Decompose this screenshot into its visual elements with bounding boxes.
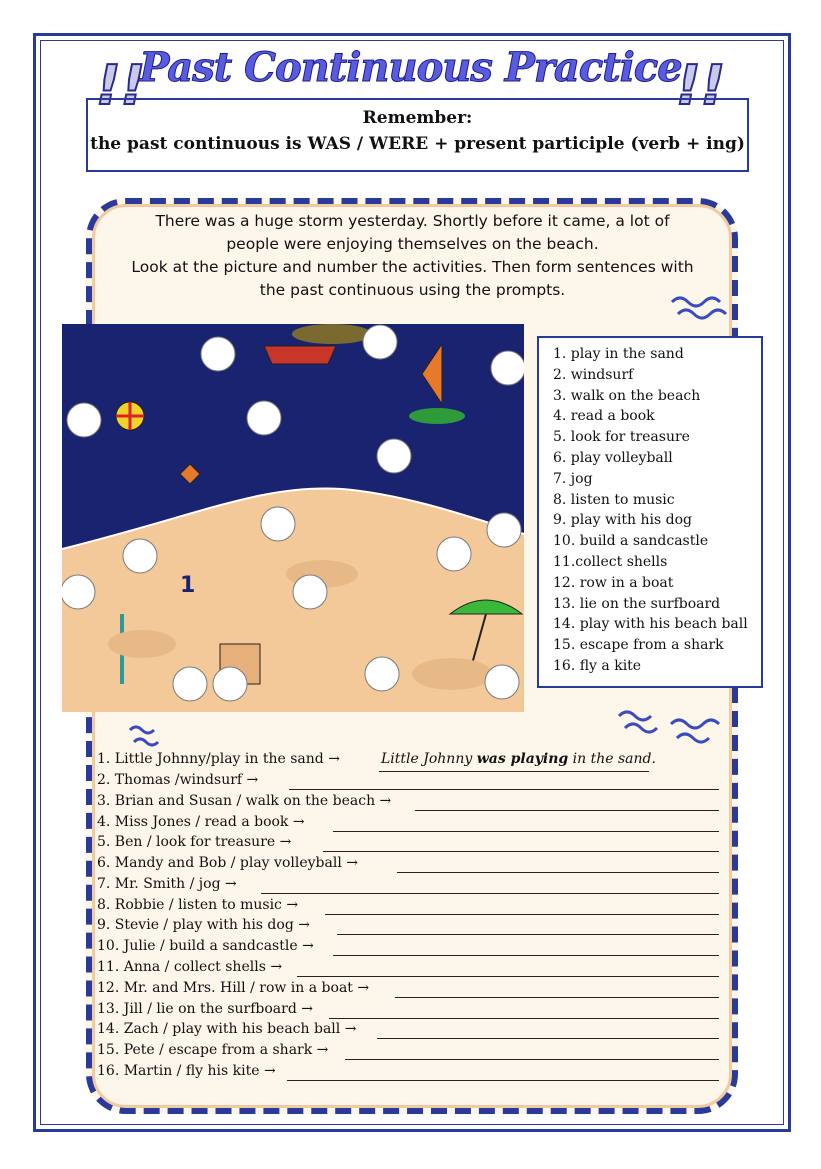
answer-line[interactable] xyxy=(323,851,719,852)
answer-line[interactable] xyxy=(337,934,719,935)
activity-item: 13. lie on the surfboard xyxy=(553,595,721,612)
activity-item: 12. row in a boat xyxy=(553,574,674,591)
answer-line[interactable] xyxy=(377,1038,719,1039)
activity-item: 7. jog xyxy=(553,470,593,487)
answer-line[interactable] xyxy=(333,831,719,832)
answer-line[interactable] xyxy=(345,1059,719,1060)
activities-list xyxy=(537,336,763,688)
exercise-prompt: 1. Little Johnny/play in the sand → xyxy=(97,751,340,767)
activity-item: 10. build a sandcastle xyxy=(553,533,709,550)
activity-item: 3. walk on the beach xyxy=(553,387,701,404)
wave-icon xyxy=(128,720,168,748)
answer-line[interactable] xyxy=(261,893,719,894)
example-answer-start: Little Johnny xyxy=(381,751,477,767)
answer-line[interactable] xyxy=(329,1018,719,1019)
beach-picture xyxy=(62,324,524,712)
activity-item: 14. play with his beach ball xyxy=(553,616,748,633)
example-underline xyxy=(379,771,649,772)
activity-item: 4. read a book xyxy=(553,408,655,425)
exercise-prompt: 3. Brian and Susan / walk on the beach → xyxy=(97,793,392,809)
activity-item: 15. escape from a shark xyxy=(553,637,724,654)
answer-line[interactable] xyxy=(415,810,719,811)
example-answer-end: in the sand. xyxy=(568,751,656,767)
remember-box xyxy=(86,98,749,172)
exercise-prompt: 16. Martin / fly his kite → xyxy=(97,1063,276,1079)
activity-item: 1. play in the sand xyxy=(553,346,684,362)
example-answer-verb: was playing xyxy=(476,751,569,767)
answer-line[interactable] xyxy=(333,955,719,956)
exercise-prompt: 5. Ben / look for treasure → xyxy=(97,834,292,850)
exclamation-left: !! xyxy=(96,54,146,117)
answer-line[interactable] xyxy=(395,997,719,998)
activity-item: 16. fly a kite xyxy=(553,657,642,674)
answer-line[interactable] xyxy=(289,789,719,790)
exercise-prompt: 12. Mr. and Mrs. Hill / row in a boat → xyxy=(97,980,370,996)
activity-item: 11.collect shells xyxy=(553,553,668,570)
exclamation-right: !! xyxy=(676,54,726,117)
exercise-prompt: 9. Stevie / play with his dog → xyxy=(97,917,310,933)
activity-item: 9. play with his dog xyxy=(553,512,692,529)
exercise-prompt: 6. Mandy and Bob / play volleyball → xyxy=(97,855,358,871)
activity-item: 8. listen to music xyxy=(553,491,675,508)
exercise-prompt: 13. Jill / lie on the surfboard → xyxy=(97,1001,313,1017)
exercise-prompt: 14. Zach / play with his beach ball → xyxy=(97,1021,357,1037)
answer-line[interactable] xyxy=(397,872,719,873)
exercise-prompt: 4. Miss Jones / read a book → xyxy=(97,814,305,830)
answer-line[interactable] xyxy=(325,914,719,915)
activity-item: 5. look for treasure xyxy=(553,429,690,446)
page-title: Past Continuous Practice xyxy=(139,44,682,91)
example-answer xyxy=(381,751,656,771)
instructions-line: There was a huge storm yesterday. Shortly before it came, a lot of xyxy=(155,212,670,230)
wave-icon xyxy=(670,292,730,322)
exercise-prompt: 7. Mr. Smith / jog → xyxy=(97,876,237,892)
exercise-prompt: 11. Anna / collect shells → xyxy=(97,959,283,975)
exercise-prompt: 2. Thomas /windsurf → xyxy=(97,772,259,788)
exercise-prompt: 10. Julie / build a sandcastle → xyxy=(97,938,314,954)
answer-line[interactable] xyxy=(287,1080,719,1081)
activity-item: 2. windsurf xyxy=(553,366,634,383)
wave-icon xyxy=(615,706,725,746)
exercise-prompt: 15. Pete / escape from a shark → xyxy=(97,1042,329,1058)
instructions-line: the past continuous using the prompts. xyxy=(259,281,566,299)
remember-rule: the past continuous is WAS / WERE + present participle (verb + ing) xyxy=(90,134,745,154)
instructions xyxy=(100,210,725,302)
picture-number: 1 xyxy=(180,573,196,598)
answer-line[interactable] xyxy=(297,976,719,977)
exercise-prompt: 8. Robbie / listen to music → xyxy=(97,897,299,913)
instructions-line: people were enjoying themselves on the beach. xyxy=(226,235,599,253)
instructions-line: Look at the picture and number the activities. Then form sentences with xyxy=(131,258,694,276)
activity-item: 6. play volleyball xyxy=(553,449,673,466)
remember-heading: Remember: xyxy=(362,108,473,128)
